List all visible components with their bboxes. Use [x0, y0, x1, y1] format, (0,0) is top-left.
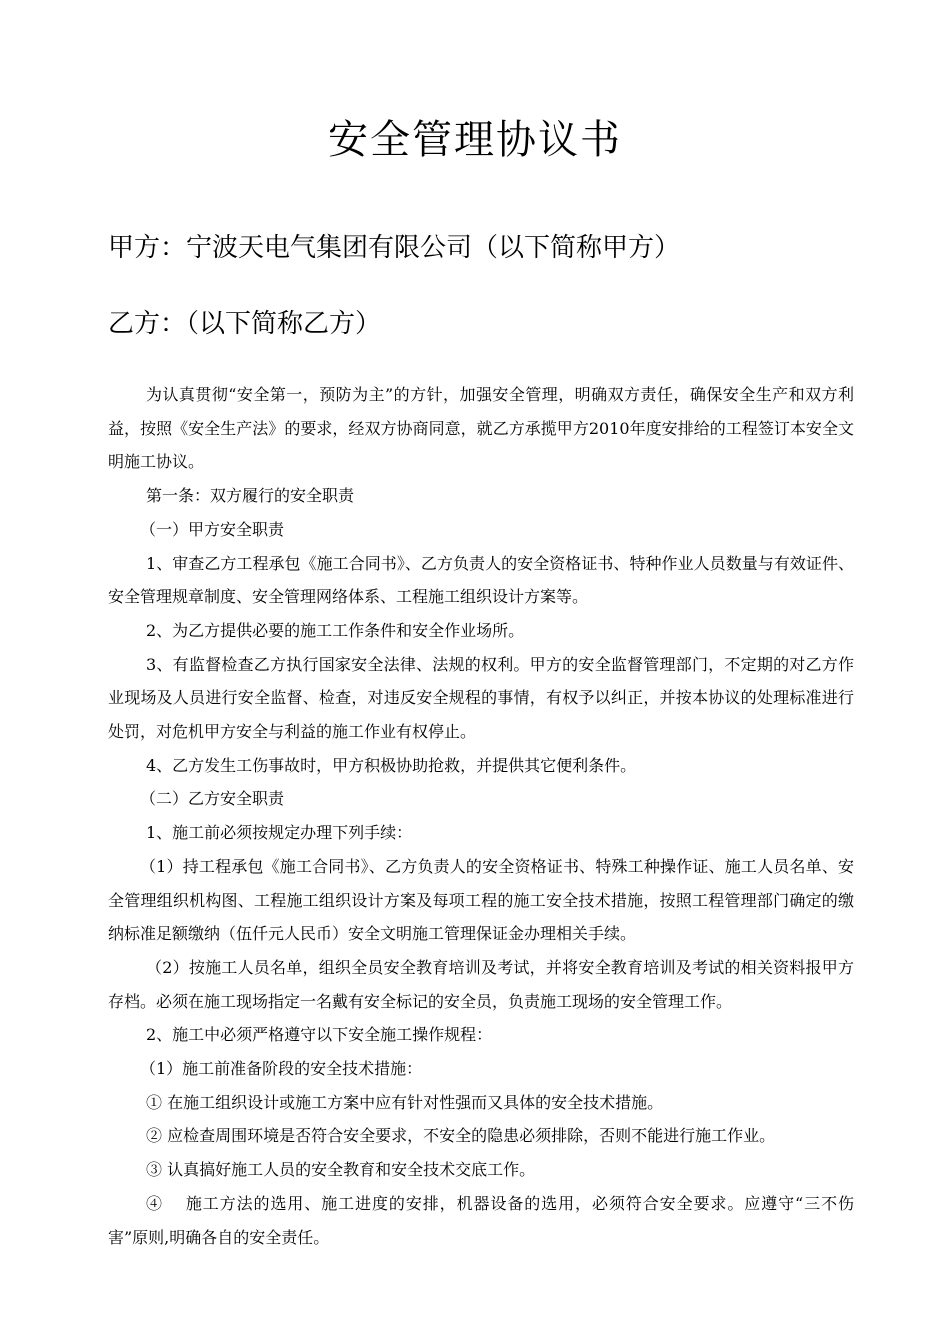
party-b-duty-2-item-1: （1）施工前准备阶段的安全技术措施：: [140, 1059, 423, 1079]
safety-measure-3: ③ 认真搞好施工人员的安全教育和安全技术交底工作。: [146, 1160, 536, 1180]
party-b-duty-2: 2、施工中必须严格遵守以下安全施工操作规程：: [146, 1025, 493, 1045]
party-a-duty-4: 4、乙方发生工伤事故时，甲方积极协助抢救，并提供其它便利条件。: [146, 755, 637, 775]
party-b-duty-1: 1、施工前必须按规定办理下列手续：: [146, 823, 413, 843]
intro-paragraph: 为认真贯彻“安全第一，预防为主”的方针，加强安全管理，明确双方责任，确保安全生产和双方利益，按照《安全生产法》的要求，经双方协商同意，就乙方承揽甲方2010年度安排给的工程签订本安全文明施工协议。: [108, 385, 854, 472]
document-body: [108, 378, 854, 1254]
section-party-a-duties: （一）甲方安全职责: [140, 519, 285, 539]
party-b-line: 乙方：（以下简称乙方）: [108, 309, 382, 339]
safety-measure-2: ② 应检查周围环境是否符合安全要求，不安全的隐患必须排除，否则不能进行施工作业。: [146, 1126, 776, 1146]
party-a-duty-2: 2、为乙方提供必要的施工工作条件和安全作业场所。: [146, 620, 525, 640]
section-party-b-duties: （二）乙方安全职责: [140, 789, 285, 809]
party-a-duty-3: 3、有监督检查乙方执行国家安全法律、法规的权利。甲方的安全监督管理部门，不定期的对乙方作业现场及人员进行安全监督、检查，对违反安全规程的事情，有权予以纠正，并按本协议的处理标准进行处罚，对危机甲方安全与利益的施工作业有权停止。: [108, 654, 854, 742]
article-1-heading: 第一条：双方履行的安全职责: [146, 486, 355, 506]
safety-measure-1: ① 在施工组织设计或施工方案中应有针对性强而又具体的安全技术措施。: [146, 1092, 664, 1112]
document-title: 安全管理协议书: [328, 117, 622, 163]
party-b-duty-1-item-1: （1）持工程承包《施工合同书》、乙方负责人的安全资格证书、特殊工种操作证、施工人员名单、安全管理组织机构图、工程施工组织设计方案及每项工程的施工安全技术措施，按照工程管理部门确定的缴纳标准足额缴纳（伍仟元人民币）安全文明施工管理保证金办理相关手续。: [108, 856, 854, 944]
party-b-duty-1-item-2: （2）按施工人员名单，组织全员安全教育培训及考试，并将安全教育培训及考试的相关资料报甲方存档。必须在施工现场指定一名戴有安全标记的安全员，负责施工现场的安全管理工作。: [108, 957, 854, 1011]
party-a-duty-1: 1、审查乙方工程承包《施工合同书》、乙方负责人的安全资格证书、特种作业人员数量与有效证件、安全管理规章制度、安全管理网络体系、工程施工组织设计方案等。: [108, 553, 854, 607]
party-a-line: 甲方：宁波天电气集团有限公司（以下简称甲方）: [108, 233, 681, 263]
safety-measure-4: ④ 施工方法的选用、施工进度的安排，机器设备的选用，必须符合安全要求。应遵守“三不伤害”原则,明确各自的安全责任。: [108, 1193, 854, 1247]
